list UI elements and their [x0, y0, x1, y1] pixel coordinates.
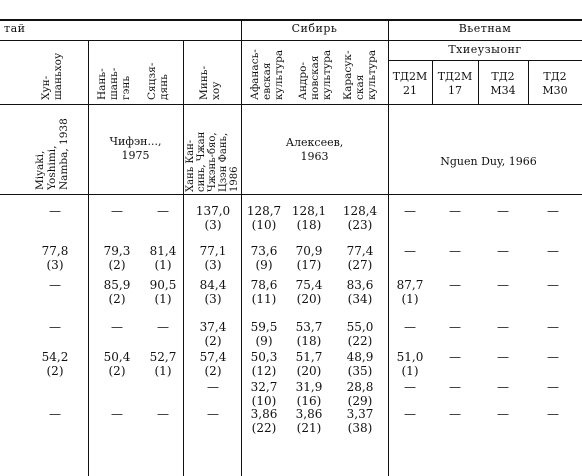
table-cell-r6-c5: 32,7 (10)	[250, 380, 278, 408]
table-cell-r1-c9: —	[449, 204, 461, 218]
table-cell-r1-c6: 128,1 (18)	[291, 204, 327, 232]
table-cell-r3-c6: 75,4 (20)	[295, 278, 323, 306]
table-cell-r2-c5: 73,6 (9)	[250, 244, 278, 272]
table-cell-r4-c9: —	[449, 320, 461, 334]
col-header-6: Андро- новская культура	[297, 49, 333, 100]
table-cell-r3-c9: —	[449, 278, 461, 292]
table-cell-r1-c7: 128,4 (23)	[342, 204, 378, 232]
table-cell-r6-c9: —	[449, 380, 461, 394]
table-cell-r7-c3: —	[157, 407, 169, 421]
table-cell-r4-c5: 59,5 (9)	[250, 320, 278, 348]
table-cell-r7-c11: —	[547, 407, 559, 421]
table-cell-r5-c7: 48,9 (35)	[346, 350, 374, 378]
table-cell-r4-c3: —	[157, 320, 169, 334]
table-cell-r4-c1: —	[49, 320, 61, 334]
table-cell-r6-c7: 28,8 (29)	[346, 380, 374, 408]
source-1: Miyaki, Yoshimi, Namba, 1938	[34, 118, 70, 190]
table-cell-r3-c4: 84,4 (3)	[199, 278, 227, 306]
table-cell-r5-c8: 51,0 (1)	[396, 350, 424, 378]
col-header-11: ТД2 М30	[542, 70, 568, 97]
col-header-1: Хун- шаньхоу	[40, 52, 64, 100]
source-5-text: Nguen Duy, 1966	[440, 155, 537, 168]
table-cell-r3-c1: —	[49, 278, 61, 292]
col-header-10: ТД2 М34	[490, 70, 516, 97]
table-cell-r2-c1: 77,8 (3)	[41, 244, 69, 272]
col-header-9: ТД2М 17	[437, 70, 473, 97]
table-cell-r7-c10: —	[497, 407, 509, 421]
table-cell-r4-c7: 55,0 (22)	[346, 320, 374, 348]
table-cell-r2-c2: 79,3 (2)	[103, 244, 131, 272]
table-cell-r4-c10: —	[497, 320, 509, 334]
table-cell-r4-c11: —	[547, 320, 559, 334]
table-cell-r3-c5: 78,6 (11)	[250, 278, 278, 306]
table-cell-r4-c6: 53,7 (18)	[295, 320, 323, 348]
table-cell-r6-c10: —	[497, 380, 509, 394]
table-cell-r2-c3: 81,4 (1)	[149, 244, 177, 272]
table-cell-r7-c2: —	[111, 407, 123, 421]
source-2: Чифэн..., 1975	[109, 135, 162, 162]
table-cell-r3-c11: —	[547, 278, 559, 292]
table-cell-r7-c7: 3,37 (38)	[346, 407, 374, 435]
group-header-vietnam: Вьетнам	[458, 22, 512, 35]
table-cell-r5-c3: 52,7 (1)	[149, 350, 177, 378]
table-cell-r1-c2: —	[111, 204, 123, 218]
table-cell-r7-c8: —	[404, 407, 416, 421]
table-cell-r6-c11: —	[547, 380, 559, 394]
table-cell-r5-c1: 54,2 (2)	[41, 350, 69, 378]
table-cell-r3-c10: —	[497, 278, 509, 292]
table-cell-r2-c4: 77,1 (3)	[199, 244, 227, 272]
table-cell-r1-c10: —	[497, 204, 509, 218]
table-cell-r3-c2: 85,9 (2)	[103, 278, 131, 306]
table-cell-r5-c6: 51,7 (20)	[295, 350, 323, 378]
table-cell-r6-c8: —	[404, 380, 416, 394]
col-header-2: Нань- шань- гэнь	[96, 67, 132, 100]
subheader-vietnam: Тхиеузыонг	[448, 43, 522, 56]
table-cell-r5-c5: 50,3 (12)	[250, 350, 278, 378]
table-cell-r5-c4: 57,4 (2)	[199, 350, 227, 378]
table-cell-r6-c4: —	[207, 380, 219, 394]
source-4: Алексеев, 1963	[285, 136, 344, 163]
col-header-8: ТД2М 21	[392, 70, 428, 97]
table-cell-r3-c7: 83,6 (34)	[346, 278, 374, 306]
table-cell-r4-c8: —	[404, 320, 416, 334]
source-3: Хань Кан- синь, Чжан Чжэнь-бяо, Цзэн Фань, 1986	[185, 131, 240, 192]
col-header-7: Карасук- ская культура	[342, 49, 378, 100]
table-cell-r7-c4: —	[207, 407, 219, 421]
table-cell-r2-c7: 77,4 (27)	[346, 244, 374, 272]
table-cell-r1-c11: —	[547, 204, 559, 218]
table-cell-r4-c4: 37,4 (2)	[199, 320, 227, 348]
table-cell-r1-c4: 137,0 (3)	[195, 204, 231, 232]
col-header-5: Афанась- евская культура	[249, 49, 285, 100]
table-cell-r5-c9: —	[449, 350, 461, 364]
table-cell-r7-c5: 3,86 (22)	[250, 407, 278, 435]
table-cell-r4-c2: —	[111, 320, 123, 334]
table-cell-r1-c1: —	[49, 204, 61, 218]
table-cell-r5-c11: —	[547, 350, 559, 364]
table-cell-r7-c9: —	[449, 407, 461, 421]
table-cell-r1-c5: 128,7 (10)	[246, 204, 282, 232]
table-cell-r5-c10: —	[497, 350, 509, 364]
table-cell-r1-c8: —	[404, 204, 416, 218]
table-cell-r3-c3: 90,5 (1)	[149, 278, 177, 306]
group-header-siberia: Сибирь	[291, 22, 338, 35]
table-cell-r3-c8: 87,7 (1)	[396, 278, 424, 306]
col-header-3: Сяцзя- дянь	[146, 62, 170, 100]
table-cell-r2-c11: —	[547, 244, 559, 258]
col-header-4: Минь- хоу	[198, 65, 222, 100]
table-cell-r6-c6: 31,9 (16)	[295, 380, 323, 408]
table-cell-r7-c6: 3,86 (21)	[295, 407, 323, 435]
table-cell-r2-c10: —	[497, 244, 509, 258]
table-cell-r2-c8: —	[404, 244, 416, 258]
table-cell-r5-c2: 50,4 (2)	[103, 350, 131, 378]
table-cell-r1-c3: —	[157, 204, 169, 218]
table-cell-r2-c6: 70,9 (17)	[295, 244, 323, 272]
table-cell-r7-c1: —	[49, 407, 61, 421]
table-cell-r2-c9: —	[449, 244, 461, 258]
group-header-left: тай	[4, 22, 26, 35]
